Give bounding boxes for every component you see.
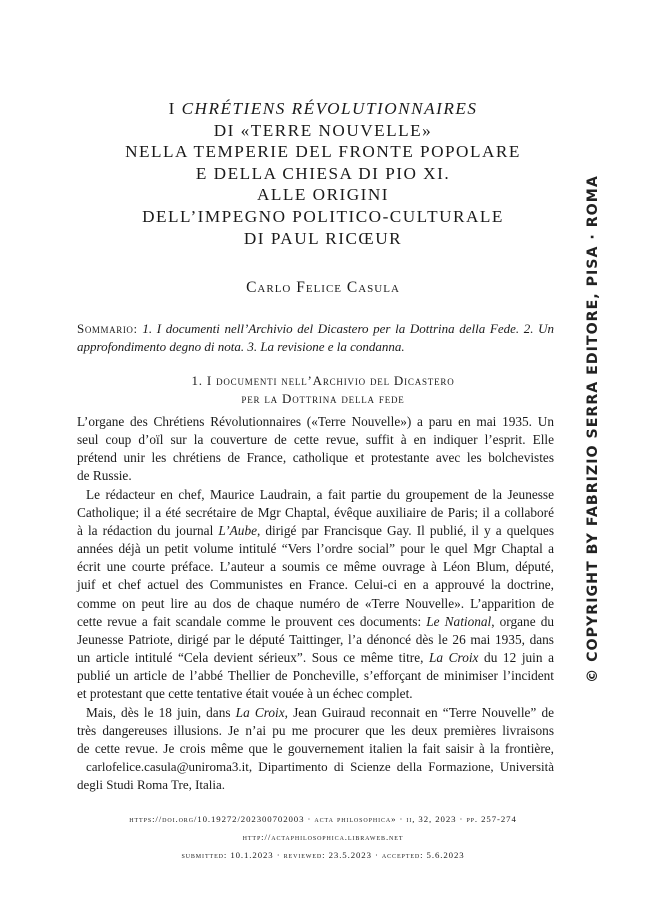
summary-items: 1. I documenti nell’Archivio del Dicastero per la Dottrina della Fede. 2. Un approfondimento degno di nota. 3. La revisione e la condanna. <box>77 321 554 354</box>
paragraph-line: L’organe des Chrétiens Révolutionnaires («Terre Nouvelle») a paru en mai 1935. Un <box>77 414 554 429</box>
paragraph-line: écrit une courte préface. L’auteur a soumis ce même ouvrage à Léon Blum, député, <box>77 559 554 575</box>
footer-dates: submitted: 10.1.2023 · reviewed: 23.5.2023 · accepted: 5.6.2023 <box>181 849 465 860</box>
title-line-6: DELL’IMPEGNO POLITICO-CULTURALE <box>142 206 504 226</box>
paragraph-line: de cette revue. Je crois même que le gouvernement italien la fait saisir à la frontière, <box>77 740 554 756</box>
body-text <box>77 413 554 758</box>
article-title <box>78 98 568 249</box>
title-line-5: ALLE ORIGINI <box>256 185 390 205</box>
paragraph-line: comme on peut lire au dos de chaque numéro de «Terre Nouvelle». L’apparition de <box>77 595 554 611</box>
title-line-1: I CHRÉTIENS RÉVOLUTIONNAIRES <box>168 99 478 118</box>
title-italic: CHRÉTIENS RÉVOLUTIONNAIRES <box>181 99 478 118</box>
paragraph-line: Jeunesse Patriote, dirigé par le député Taittinger, l’a dénoncé dès le 26 mai 1935, dans <box>77 631 554 647</box>
paragraph-line: très dangereuses illusions. Je n’ai pu me procurer que les deux premières livraisons <box>77 722 554 738</box>
footnote <box>77 758 554 794</box>
footer-doi: https://doi.org/10.19272/202300702003 · acta philosophica» · ii, 32, 2023 · pp. 257-274 <box>129 814 517 824</box>
section-heading <box>78 372 568 407</box>
journal-title: La Croix <box>235 704 285 720</box>
paragraph-1 <box>77 413 554 486</box>
footnote-line: carlofelice.casula@uniroma3.it, Dipartimento di Scienze della Formazione, Università <box>86 759 554 774</box>
paragraph-line: Catholique; il a été secrétaire de Mgr Chaptal, évêque auxiliaire de Paris; il a collaboré <box>77 504 554 520</box>
paragraph-line: cette revue a fait scandale comme le prouvent ces documents: Le National, organe du <box>77 613 554 629</box>
title-line-3: NELLA TEMPERIE DEL FRONTE POPOLARE <box>125 142 521 162</box>
author-name: Carlo Felice Casula <box>246 279 400 296</box>
copyright-notice: © COPYRIGHT BY FABRIZIO SERRA EDITORE, PISA · ROMA <box>585 175 601 683</box>
paragraph-line: Le rédacteur en chef, Maurice Laudrain, a fait partie du groupement de la Jeunesse <box>86 486 554 502</box>
paragraph-line: juif et chef actuel des Communistes en France. Celui-ci en a approuvé la doctrine, <box>77 577 554 593</box>
paragraph-line: à la rédaction du journal L’Aube, dirigé par Francisque Gay. Il publié, il y a quelques <box>77 522 554 538</box>
title-line-4: E DELLA CHIESA DI PIO XI. <box>195 163 451 183</box>
title-line-2: DI «TERRE NOUVELLE» <box>213 120 433 140</box>
journal-title: La Croix <box>429 650 479 666</box>
footer-url: http://actaphilosophica.libraweb.net <box>242 831 404 842</box>
section-heading-line-1: 1. I documenti nell’Archivio del Dicastero <box>191 373 455 388</box>
paragraph-line: années déjà un petit volume intitulé “Vers l’ordre social” pour le quel Mgr Chaptal a <box>77 541 554 557</box>
journal-title: L’Aube <box>218 522 257 538</box>
paragraph-line: seul coup d’oïl sur la couverture de cette revue, suffit à en indiquer l’esprit. Elle <box>77 432 554 448</box>
paragraph-2 <box>77 486 554 704</box>
title-line-7: DI PAUL RICŒUR <box>243 228 403 248</box>
footnote-line: degli Studi Roma Tre, Italia. <box>77 777 226 792</box>
paragraph-line: prétend unir les chrétiens de France, catholique et protestante avec les bolchevistes <box>77 450 554 466</box>
paragraph-line: Mais, dès le 18 juin, dans La Croix, Jean Guiraud reconnait en “Terre Nouvelle” de <box>86 704 554 720</box>
section-heading-line-2: per la Dottrina della fede <box>241 390 405 406</box>
paragraph-3 <box>77 704 554 758</box>
paragraph-line: de Russie. <box>77 468 132 484</box>
summary <box>77 320 554 356</box>
paragraph-line: un article intitulé “Cela devient sérieux”. Sous ce même titre, La Croix du 12 juin a <box>77 650 554 666</box>
journal-title: Le National <box>426 613 492 629</box>
paragraph-line: publié un article de l’abbé Thellier de Poncheville, s’efforçant de minimiser l’incident <box>77 668 554 684</box>
summary-lead: Sommario: <box>77 321 138 336</box>
page-footer <box>78 811 568 864</box>
paragraph-line: et protestant que cette tentative était vouée à un échec complet. <box>77 686 413 702</box>
